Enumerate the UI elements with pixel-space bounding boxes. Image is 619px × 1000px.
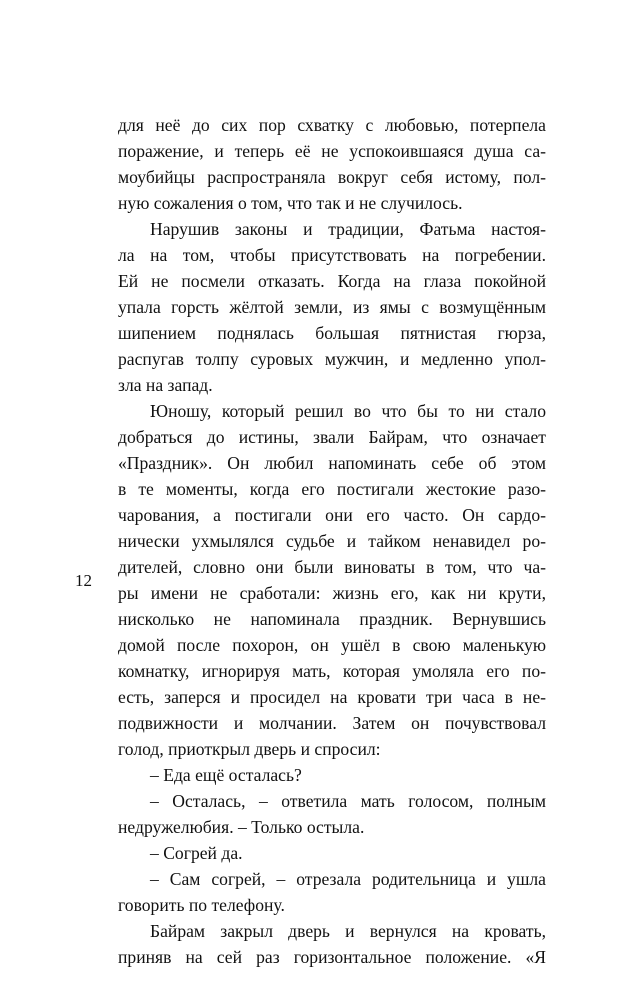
text-line: для неё до сих пор схватку с любовью, потерпела xyxy=(118,115,546,135)
text-line: ную сожаления о том, что так и не случилось. xyxy=(118,193,463,213)
text-line: ла на том, чтобы присутствовать на погребении. xyxy=(118,245,546,265)
text-line: Нарушив законы и традиции, Фатьма настоя- xyxy=(150,219,546,239)
text-line: голод, приоткрыл дверь и спросил: xyxy=(118,739,381,759)
text-line: чарования, а постигали они его часто. Он сардо- xyxy=(118,505,546,525)
text-line: дителей, словно они были виноваты в том, что ча- xyxy=(118,557,546,577)
dialogue-line: – Еда ещё осталась? xyxy=(150,765,302,785)
text-line: Байрам закрыл дверь и вернулся на кровать, xyxy=(150,921,546,941)
dialogue-line: – Согрей да. xyxy=(150,843,243,863)
dialogue-line: говорить по телефону. xyxy=(118,895,285,915)
text-line: шипением поднялась большая пятнистая гюрза, xyxy=(118,323,546,343)
text-line: нически ухмылялся судьбе и тайком ненавидел ро- xyxy=(118,531,546,551)
text-line: зла на запад. xyxy=(118,375,213,395)
text-line: нисколько не напоминала праздник. Вернувшись xyxy=(118,609,546,629)
text-line: упала горсть жёлтой земли, из ямы с возмущённым xyxy=(118,297,546,317)
text-line: Ей не посмели отказать. Когда на глаза покойной xyxy=(118,271,546,291)
text-line: в те моменты, когда его постигали жестокие разо- xyxy=(118,479,546,499)
text-line: ры имени не сработали: жизнь его, как ни крути, xyxy=(118,583,546,603)
page-number: 12 xyxy=(75,571,92,590)
text-line: поражение, и теперь её не успокоившаяся душа са- xyxy=(118,141,546,161)
text-line: Юношу, который решил во что бы то ни стало xyxy=(150,401,546,421)
text-line: подвижности и молчании. Затем он почувствовал xyxy=(118,713,546,733)
dialogue-line: – Сам согрей, – отрезала родительница и ушла xyxy=(150,869,546,889)
text-line: «Праздник». Он любил напоминать себе об этом xyxy=(118,453,546,473)
dialogue-line: – Осталась, – ответила мать голосом, полным xyxy=(150,791,546,811)
text-line: есть, заперся и просидел на кровати три часа в не- xyxy=(118,687,546,707)
text-line: моубийцы распространяла вокруг себя истому, пол- xyxy=(118,167,546,187)
text-line: комнатку, игнорируя мать, которая умоляла его по- xyxy=(118,661,546,681)
text-line: домой после похорон, он ушёл в свою маленькую xyxy=(118,635,546,655)
text-line: приняв на сей раз горизонтальное положение. «Я xyxy=(118,947,546,967)
dialogue-line: недружелюбия. – Только остыла. xyxy=(118,817,365,837)
text-line: добраться до истины, звали Байрам, что означает xyxy=(118,427,546,447)
text-line: распугав толпу суровых мужчин, и медленно упол- xyxy=(118,349,546,369)
